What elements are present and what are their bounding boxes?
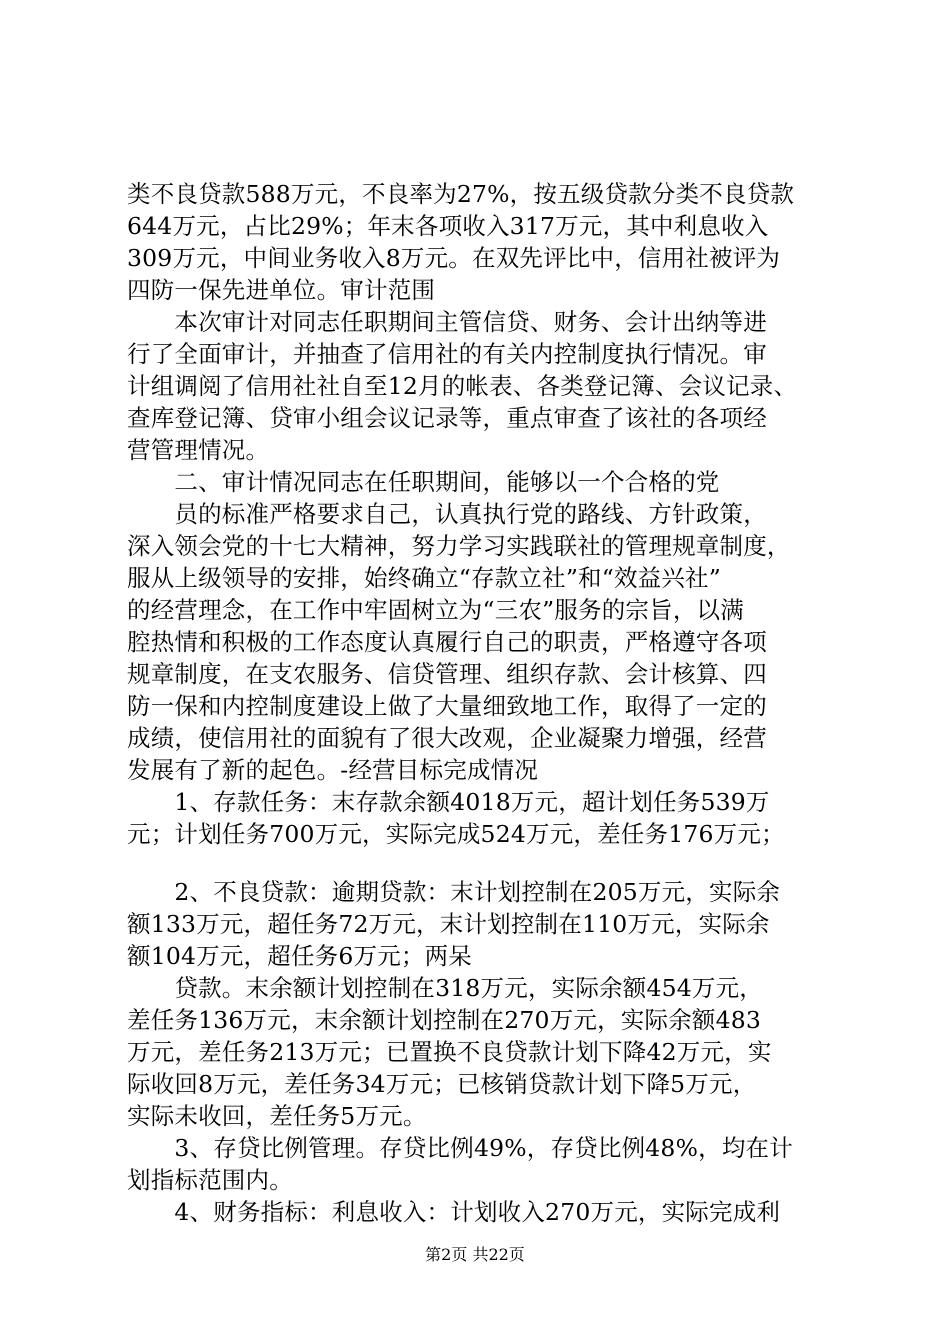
text-line: 成绩，使信用社的面貌有了很大改观，企业凝聚力增强，经营 <box>127 724 767 752</box>
text-line: 额133万元，超任务72万元，末计划控制在110万元，实际余 <box>127 910 770 938</box>
text-line: 员的标准严格要求自己，认真执行党的路线、方针政策， <box>127 500 767 528</box>
text-line: 腔热情和积极的工作态度认真履行自己的职责，严格遵守各项 <box>127 628 767 656</box>
text-line: 深入领会党的十七大精神，努力学习实践联社的管理规章制度， <box>127 532 791 560</box>
text-line: 规章制度，在支农服务、信贷管理、组织存款、会计核算、四 <box>127 660 767 688</box>
text-line: 额104万元，超任务6万元；两呆 <box>127 942 473 970</box>
text-line: 2、不良贷款：逾期贷款：末计划控制在205万元，实际余 <box>127 878 781 906</box>
page-number-footer: 第2页 共22页 <box>425 1245 525 1264</box>
text-line: 防一保和内控制度建设上做了大量细致地工作，取得了一定的 <box>127 692 767 720</box>
text-line: 309万元，中间业务收入8万元。在双先评比中，信用社被评为 <box>127 244 781 272</box>
text-line: 二、审计情况同志在任职期间，能够以一个合格的党 <box>127 468 720 496</box>
text-line: 贷款。末余额计划控制在318万元，实际余额454万元， <box>127 974 764 1002</box>
text-line: 元；计划任务700万元，实际完成524万元，差任务176万元； <box>127 820 785 848</box>
text-line: 际收回8万元，差任务34万元；已核销贷款计划下降5万元， <box>127 1070 757 1098</box>
text-line: 实际未收回，差任务5万元。 <box>127 1102 427 1130</box>
text-line: 发展有了新的起色。-经营目标完成情况 <box>127 756 539 784</box>
text-line: 1、存款任务：末存款余额4018万元，超计划任务539万 <box>127 788 770 816</box>
text-line: 4、财务指标：利息收入：计划收入270万元，实际完成利 <box>127 1198 781 1226</box>
text-line: 644万元，占比29%；年末各项收入317万元，其中利息收入 <box>127 212 769 240</box>
text-line: 本次审计对同志任职期间主管信贷、财务、会计出纳等进 <box>127 308 767 336</box>
text-line: 行了全面审计，并抽查了信用社的有关内控制度执行情况。审 <box>127 340 767 368</box>
text-line: 类不良贷款588万元，不良率为27%，按五级贷款分类不良贷款 <box>127 180 795 208</box>
text-line: 的经营理念，在工作中牢固树立为“三农”服务的宗旨，以满 <box>127 596 744 624</box>
text-line: 查库登记簿、贷审小组会议记录等，重点审查了该社的各项经 <box>127 404 767 432</box>
text-line: 划指标范围内。 <box>127 1166 293 1194</box>
text-line: 差任务136万元，末余额计划控制在270万元，实际余额483 <box>127 1006 762 1034</box>
text-line: 计组调阅了信用社社自至12月的帐表、各类登记簿、会议记录、 <box>127 372 798 400</box>
text-line: 3、存贷比例管理。存贷比例49%，存贷比例48%，均在计 <box>127 1134 793 1162</box>
text-line: 营管理情况。 <box>127 436 270 464</box>
text-line: 服从上级领导的安排，始终确立“存款立社”和“效益兴社” <box>127 564 721 592</box>
text-line: 万元，差任务213万元；已置换不良贷款计划下降42万元，实 <box>127 1038 772 1066</box>
text-line: 四防一保先进单位。审计范围 <box>127 276 436 304</box>
